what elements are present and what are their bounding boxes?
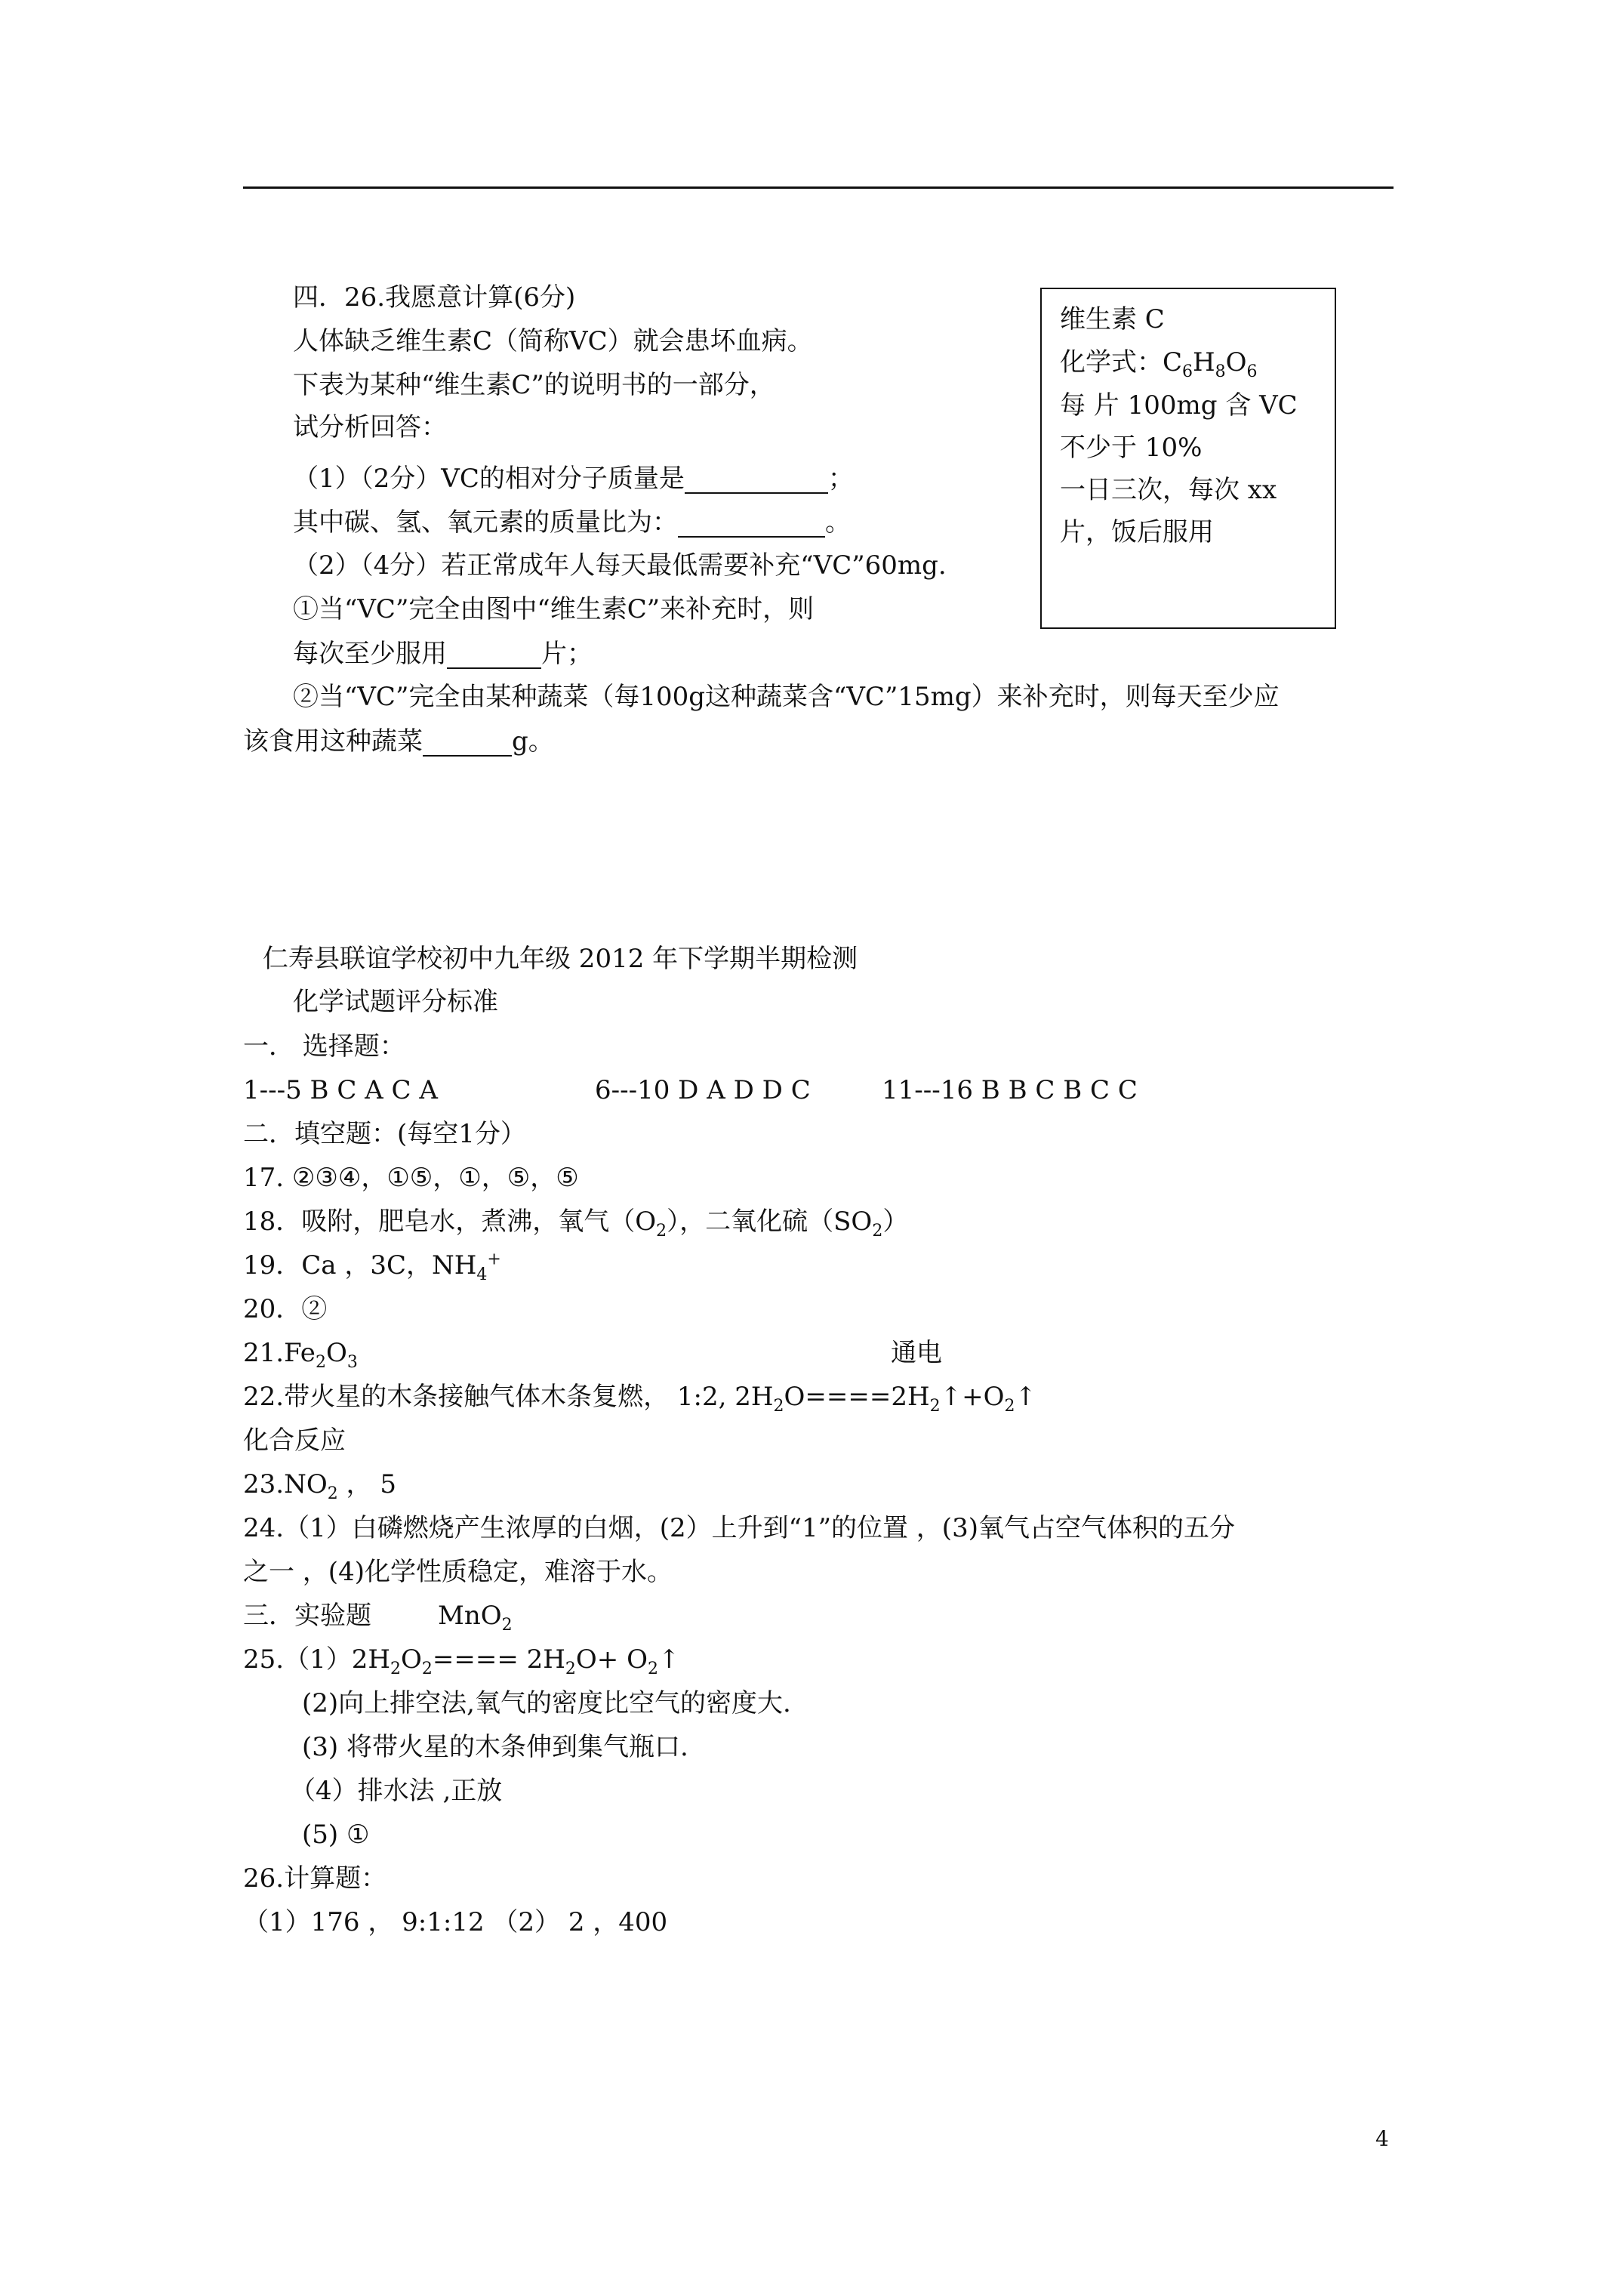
q26-part1-line: 其中碳、氢、氧元素的质量比为： 。 xyxy=(293,507,851,538)
electrolysis-condition-label: 通电 xyxy=(891,1338,942,1368)
answer-blank xyxy=(685,468,828,494)
key-answer: 20．② xyxy=(243,1294,328,1324)
key-answer: 24.（1）白磷燃烧产生浓厚的白烟，(2）上升到“1”的位置 ，(3)氧气占空气体积的五分 xyxy=(243,1513,1235,1543)
page-number: 4 xyxy=(1375,2126,1389,2151)
key-section-heading: 26.计算题： xyxy=(243,1863,387,1894)
key-answer: (5) ① xyxy=(302,1820,370,1850)
q26-line: （2）（4分）若正常成年人每天最低需要补充“VC”60mg. xyxy=(293,550,947,581)
key-answer: （4）排水法 ,正放 xyxy=(290,1776,503,1806)
q26-line: 试分析回答： xyxy=(293,412,447,442)
key-title: 仁寿县联谊学校初中九年级 2012 年下学期半期检测 xyxy=(263,944,858,974)
key-answer: 18．吸附，肥皂水，煮沸，氧气$(O_2)$，二氧化硫$(SO_2)$ xyxy=(243,1207,909,1240)
label-line: 每 片 100mg 含 VC xyxy=(1060,390,1298,421)
answer-blank xyxy=(678,512,825,538)
key-section-heading: 二．填空题：(每空1分） xyxy=(243,1119,526,1149)
q26-line: 人体缺乏维生素C（简称VC）就会患坏血病。 xyxy=(293,326,813,356)
key-answer: 17. ②③④，①⑤，①，⑤，⑤ xyxy=(243,1163,579,1193)
key-answer: (3) 将带火星的木条伸到集气瓶口. xyxy=(302,1732,688,1762)
key-answer: （1）176 ， 9:1:12 （2） 2 ，400 xyxy=(243,1907,668,1937)
q26-part2-line: 每次至少服用 片； xyxy=(293,639,593,669)
catalyst-label: MnO$_2$ xyxy=(438,1601,513,1635)
key-section-heading: 一． 选择题： xyxy=(243,1031,405,1062)
q26-line: ②当“VC”完全由某种蔬菜（每100g这种蔬菜含“VC”15mg）来补充时，则每天至少应 xyxy=(293,682,1280,712)
key-answer: 11---16 B B C B C C xyxy=(882,1075,1138,1105)
header-rule xyxy=(243,186,1394,189)
key-section-heading: 三．实验题 xyxy=(243,1601,371,1631)
label-formula: 化学式：$C_6H_8O_6$ xyxy=(1060,347,1258,381)
key-answer: (2)向上排空法,氧气的密度比空气的密度大. xyxy=(302,1688,791,1718)
label-line: 不少于 10% xyxy=(1060,433,1203,463)
q26-part1-line: （1）（2分）VC的相对分子质量是 ； xyxy=(293,464,854,494)
key-answer: 6---10 D A D D C xyxy=(595,1075,811,1105)
key-answer: 19．Ca ，3C，$NH_4^+$ xyxy=(243,1250,501,1284)
key-answer: 化合反应 xyxy=(243,1425,346,1456)
key-answer: $23.NO_2$ ， 5 xyxy=(243,1469,396,1503)
answer-blank xyxy=(447,643,541,669)
key-answer: 1---5 B C A C A xyxy=(243,1075,438,1105)
q26-part2-line: 该食用这种蔬菜 g。 xyxy=(243,726,554,757)
key-answer: 之一 ，(4)化学性质稳定，难溶于水。 xyxy=(243,1557,673,1587)
q26-line: ①当“VC”完全由图中“维生素C”来补充时，则 xyxy=(293,594,815,624)
label-line: 片，饭后服用 xyxy=(1060,517,1214,547)
q26-heading: 四．26.我愿意计算(6分) xyxy=(293,282,576,313)
label-name: 维生素 C xyxy=(1060,304,1165,334)
q26-line: 下表为某种“维生素C”的说明书的一部分， xyxy=(293,370,775,400)
answer-blank xyxy=(423,731,512,757)
key-subtitle: 化学试题评分标准 xyxy=(293,987,498,1017)
vitamin-c-label-box xyxy=(1040,288,1336,629)
key-answer: 22.带火星的木条接触气体木条复燃， 1:2, $2H_2O====2H_2↑+O_2↑$ xyxy=(243,1382,1036,1416)
key-answer: $25.(1)2H_2O_2==== 2H_2O+$ $O_2↑$ xyxy=(243,1644,680,1678)
key-answer: $21.Fe_2O_3$ xyxy=(243,1338,358,1372)
label-line: 一日三次，每次 xx xyxy=(1060,475,1277,505)
